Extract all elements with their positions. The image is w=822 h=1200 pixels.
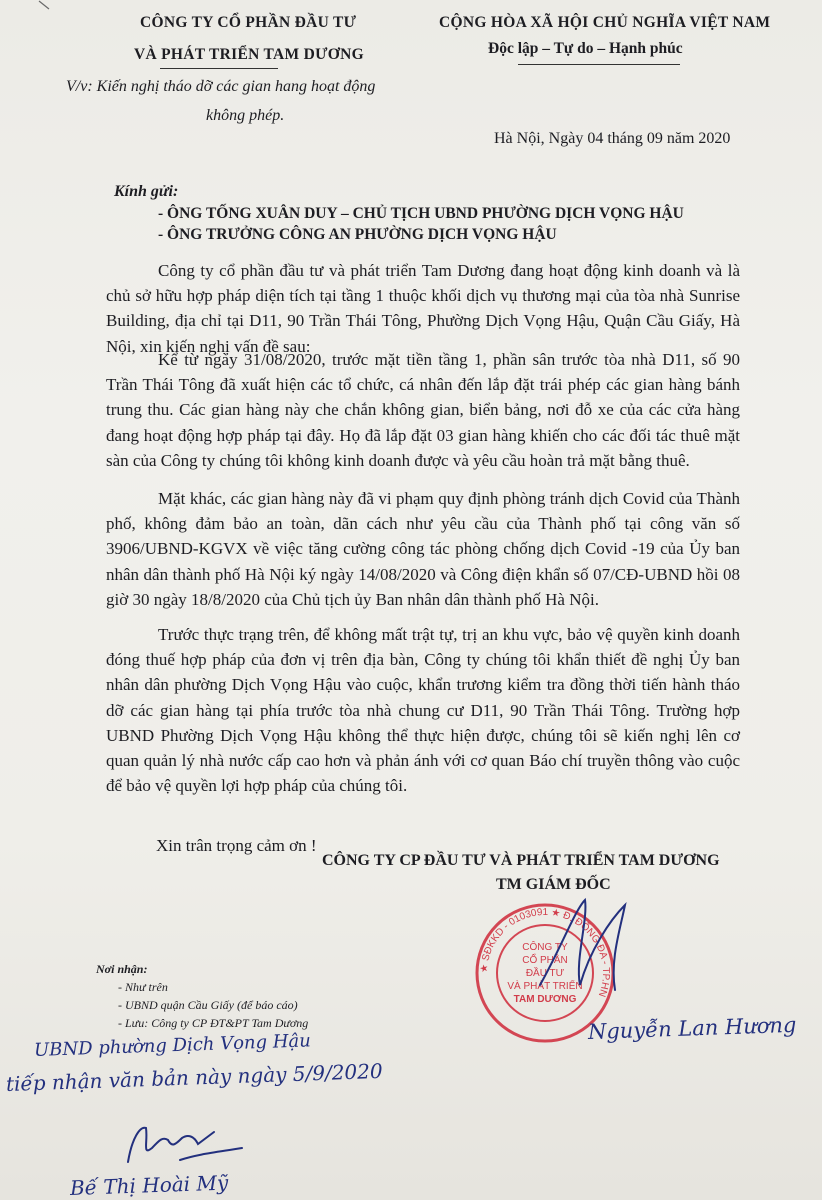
closing-thanks: Xin trân trọng cảm ơn ! [156, 836, 317, 855]
stamp-line-1: CÔNG TY [522, 942, 568, 953]
stamp-line-2: CỔ PHẦN [522, 955, 568, 966]
receiver-name: Bế Thị Hoài Mỹ [69, 1170, 229, 1200]
signature-scribble [520, 890, 640, 1000]
national-motto: Độc lập – Tự do – Hạnh phúc [488, 40, 683, 57]
document-date: Hà Nội, Ngày 04 tháng 09 năm 2020 [494, 130, 731, 147]
subject-line2: không phép. [206, 107, 285, 124]
handwritten-note-line1: UBND phường Dịch Vọng Hậu [33, 1030, 312, 1061]
subject-line1: V/v: Kiến nghị tháo dỡ các gian hang hoạt động [66, 78, 376, 95]
footer-recipient-2: - UBND quận Cầu Giấy (để báo cáo) [118, 998, 298, 1012]
company-name-line2: VÀ PHÁT TRIỂN TAM DƯƠNG [134, 46, 364, 63]
footer-recipient-1: - Như trên [118, 980, 168, 994]
receiver-signature-scribble [118, 1118, 248, 1172]
footer-recipients-label: Nơi nhận: [96, 962, 148, 976]
body-paragraph-4: Trước thực trạng trên, để không mất trật tự, trị an khu vực, bảo vệ quyền kinh doanh đóng thuế hợp pháp của đơn vị trên địa bàn, Công ty chúng tôi khẩn thiết đề nghị Ủy ban nhân dân phường Dịch Vọng Hậu vào cuộc, khẩn trương kiểm tra đồng thời tiến hành tháo dỡ các gian hàng tại phía trước tòa nhà chung cư D11, 90 Trần Thái Tông. Trường hợp UBND Phường Dịch Vọng Hậu không thể thực hiện được, chúng tôi sẽ kiến nghị lên cơ quan quản lý nhà nước cấp cao hơn và phản ánh với cơ quan Báo chí truyền thông vào cuộc để bảo vệ quyền lợi hợp pháp của chúng tôi. [106, 625, 740, 796]
recipient-item-1: - ÔNG TỐNG XUÂN DUY – CHỦ TỊCH UBND PHƯỜNG DỊCH VỌNG HẬU [158, 205, 684, 222]
stamp-ring-text: ★ SĐKKD - 0103091 ★ Đ. ĐỐNG ĐA - TP.HN [478, 906, 612, 999]
stamp-line-4: VÀ PHÁT TRIỂN [507, 981, 583, 992]
nation-title: CỘNG HÒA XÃ HỘI CHỦ NGHĨA VIỆT NAM [439, 14, 771, 31]
staple-mark [38, 0, 50, 10]
footer-recipient-3: - Lưu: Công ty CP ĐT&PT Tam Dương [118, 1016, 309, 1030]
signature-role: TM GIÁM ĐỐC [496, 876, 611, 893]
body-paragraph-3: Mặt khác, các gian hàng này đã vi phạm quy định phòng tránh dịch Covid của Thành phố, không đảm bảo an toàn, dãn cách như yêu cầu của Thành phố tại công văn số 3906/UBND-KGVX về việc tăng cường công tác phòng chống dịch Covid -19 của Ủy ban nhân dân thành phố Hà Nội ký ngày 14/08/2020 và Công điện khẩn số 07/CĐ-UBND hồi 08 giờ 30 ngày 18/8/2020 của Chủ tịch ủy Ban nhân dân thành phố Hà Nội. [106, 489, 740, 609]
body-paragraph-1: Công ty cổ phần đầu tư và phát triển Tam Dương đang hoạt động kinh doanh và là chủ sở hữu hợp pháp diện tích tại tầng 1 thuộc khối dịch vụ thương mại của tòa nhà Sunrise Building, địa chỉ tại D11, 90 Trần Thái Tông, Phường Dịch Vọng Hậu, Quận Cầu Giấy, Hà Nội, xin kiến nghị vấn đề sau: [106, 261, 740, 356]
stamp-line-3: ĐẦU TƯ [525, 968, 565, 979]
header-left-underline [160, 68, 278, 69]
stamp-line-5: TAM DƯƠNG [513, 994, 577, 1005]
signer-name: Nguyễn Lan Hương [587, 1012, 797, 1044]
motto-underline [518, 64, 680, 65]
recipients-label: Kính gửi: [114, 183, 179, 200]
body-paragraph-2: Kể từ ngày 31/08/2020, trước mặt tiền tầng 1, phần sân trước tòa nhà D11, số 90 Trần Thái Tông đã xuất hiện các tổ chức, cá nhân đến lắp đặt trái phép các gian hàng bánh trung thu. Các gian hàng này che chắn không gian, biển bảng, nơi đỗ xe của các cửa hàng đang hoạt động hợp pháp tại đây. Họ đã lắp đặt 03 gian hàng khiến cho các đối tác thuê mặt sàn của Công ty chúng tôi không kinh doanh được và yêu cầu hoàn trả mặt bằng thuê. [106, 350, 740, 470]
signature-company: CÔNG TY CP ĐẦU TƯ VÀ PHÁT TRIỂN TAM DƯƠNG [322, 852, 720, 869]
recipient-item-2: - ÔNG TRƯỞNG CÔNG AN PHƯỜNG DỊCH VỌNG HẬU [158, 226, 557, 243]
company-name-line1: CÔNG TY CỔ PHẦN ĐẦU TƯ [140, 14, 357, 31]
handwritten-note-line2: tiếp nhận văn bản này ngày 5/9/2020 [5, 1058, 383, 1096]
